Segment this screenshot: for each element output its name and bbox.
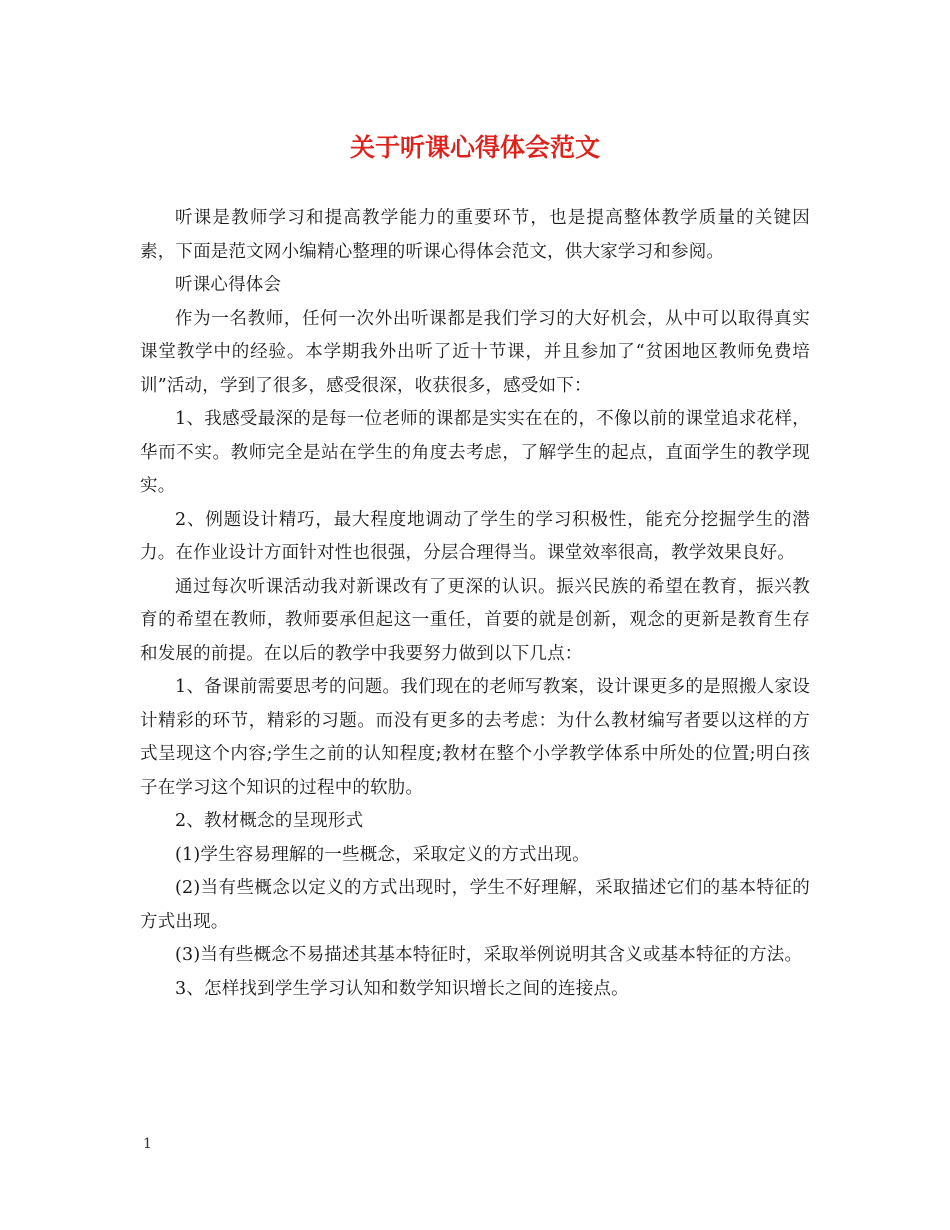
document-body [140,202,810,1006]
paragraph-heading: 听课心得体会 [175,275,282,295]
paragraph: 2、教材概念的呈现形式 [175,811,364,831]
paragraph: (2)当有些概念以定义的方式出现时，学生不好理解，采取描述它们的基本特征的方式出现。 [140,878,810,932]
paragraph: 1、我感受最深的是每一位老师的课都是实实在在的，不像以前的课堂追求花样，华而不实。教师完全是站在学生的角度去考虑，了解学生的起点，直面学生的教学现实。 [140,409,810,496]
paragraph: 2、例题设计精巧，最大程度地调动了学生的学习积极性，能充分挖掘学生的潜力。在作业设计方面针对性也很强，分层合理得当。课堂效率很高，教学效果良好。 [140,509,810,563]
paragraph: 通过每次听课活动我对新课改有了更深的认识。振兴民族的希望在教育，振兴教育的希望在教师，教师要承但起这一重任，首要的就是创新，观念的更新是教育生存和发展的前提。在以后的教学中我要努力做到以下几点： [140,576,810,664]
page-number: 1 [143,1136,152,1152]
paragraph-intro: 听课是教师学习和提高教学能力的重要环节，也是提高整体教学质量的关键因素，下面是范文网小编精心整理的听课心得体会范文，供大家学习和参阅。 [140,208,810,262]
paragraph: 1、备课前需要思考的问题。我们现在的老师写教案，设计课更多的是照搬人家设计精彩的环节，精彩的习题。而没有更多的去考虑：为什么教材编写者要以这样的方式呈现这个内容;学生之前的认知程度;教材在整个小学教学体系中所处的位置;明白孩子在学习这个知识的过程中的软肋。 [140,677,810,798]
paragraph: 3、怎样找到学生学习认知和数学知识增长之间的连接点。 [175,978,629,999]
paragraph: 作为一名教师，任何一次外出听课都是我们学习的大好机会，从中可以取得真实课堂教学中的经验。本学期我外出听了近十节课，并且参加了“贫困地区教师免费培训”活动，学到了很多，感受很深，收获很多，感受如下： [140,308,810,396]
document-title: 关于听课心得体会范文 [349,133,600,162]
paragraph: (1)学生容易理解的一些概念，采取定义的方式出现。 [175,844,590,865]
paragraph: (3)当有些概念不易描述其基本特征时，采取举例说明其含义或基本特征的方法。 [175,945,803,965]
